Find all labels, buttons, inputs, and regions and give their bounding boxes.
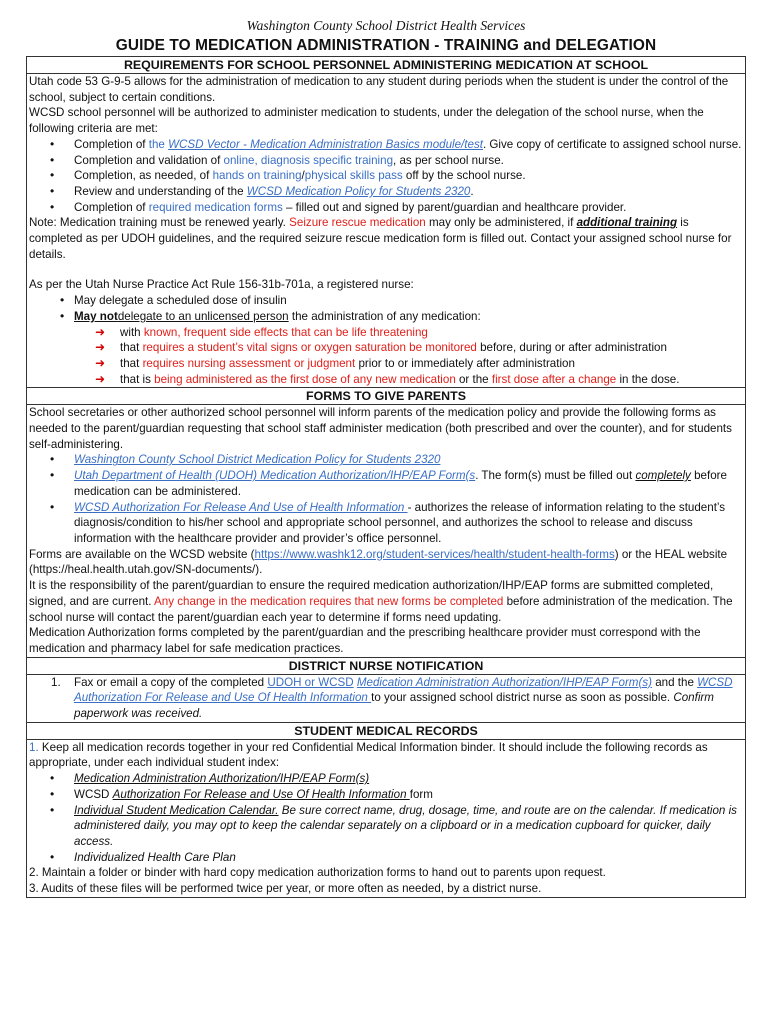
list-item: • Completion of required medication forms – filled out and signed by parent/guardian and healthcare provider. [29,200,743,216]
section-district [27,675,745,723]
list-item: • Individualized Health Care Plan [29,850,743,866]
records-item-1: 1. Keep all medication records together in your red Confidential Medical Information binder. It should include the following records as appropriate, under each individual student index: [29,740,708,770]
list-item: • Medication Administration Authorization/IHP/EAP Form(s) [29,771,743,787]
criteria-list [29,137,743,216]
list-item: • Completion, as needed, of hands on training/physical skills pass off by the school nurse. [29,168,743,184]
section-heading-district: DISTRICT NURSE NOTIFICATION [27,658,745,675]
section-heading-requirements: REQUIREMENTS FOR SCHOOL PERSONNEL ADMINISTERING MEDICATION AT SCHOOL [27,57,745,74]
utah-code-paragraph: Utah code 53 G-9-5 allows for the administration of medication to any student during periods when the student is under the control of the school, subject to certain conditions. [29,75,729,104]
arrow-right-icon: ➜ [95,324,106,339]
parent-responsibility: It is the responsibility of the parent/guardian to ensure the required medication authorization/IHP/EAP forms are submitted completed, signed, and are current. Any change in the medication requires that new forms be completed before administration of the medication. The school nurse will contact the parent/guardian each year to determine if forms need updating. [29,579,733,624]
arrow-right-icon: ➜ [95,340,106,355]
section-requirements [27,74,745,388]
list-item: • Completion of the WCSD Vector - Medication Administration Basics module/test. Give copy of certificate to assigned school nurse. [29,137,743,153]
list-item: • Review and understanding of the WCSD Medication Policy for Students 2320. [29,184,743,200]
document-title: GUIDE TO MEDICATION ADMINISTRATION - TRAINING and DELEGATION [115,37,657,54]
release-info-link[interactable]: WCSD Authorization For Release And Use of Health Information [74,500,408,514]
authorization-paragraph: WCSD school personnel will be authorized to administer medication to students, under the delegation of the school nurse, when the following criteria are met: [29,106,704,136]
section-forms [27,405,745,657]
vector-module-link[interactable]: WCSD Vector - Medication Administration Basics module/test [168,137,483,151]
section-heading-forms: FORMS TO GIVE PARENTS [27,388,745,405]
online-training-link[interactable]: online, diagnosis specific training [223,153,394,167]
udoh-form-link[interactable]: Utah Department of Health (UDOH) Medication Authorization/IHP/EAP Form(s [74,469,476,483]
list-item: • May notdelegate to an unlicensed person the administration of any medication: [29,309,743,325]
list-item: • Completion and validation of online, diagnosis specific training, as per school nurse. [29,153,743,169]
records-item-3: 3. Audits of these files will be performed twice per year, or more often as needed, by a district nurse. [29,882,542,896]
hands-on-training-link[interactable]: hands on training [212,169,302,183]
list-item: • Utah Department of Health (UDOH) Medication Authorization/IHP/EAP Form(s. The form(s) must be filled out completely before medication can be administered. [29,468,743,499]
content-box [26,56,746,898]
list-item: ➜ that requires a student’s vital signs or oxygen saturation be monitored before, during or after administration [95,340,667,355]
forms-intro: School secretaries or other authorized school personnel will inform parents of the medication policy and provide the following forms as needed to the parent/guardian requesting that school staff administer medication (both prescribed and over the counter), and for students self-administering. [29,406,732,451]
udoh-wcsd-link[interactable]: UDOH or WCSD [267,675,354,689]
forms-availability: Forms are available on the WCSD website (https://www.washk12.org/student-services/health/student-health-forms) or the HEAL website (https://heal.health.utah.gov/SN-documents/). [29,547,728,577]
authorization-form-link[interactable]: Medication Administration Authorization/IHP/EAP Form(s) [356,675,652,689]
forms-correspondence: Medication Authorization forms completed by the parent/guardian and the prescribing healthcare provider must correspond with the medication and pharmacy label for safe medication practices. [29,626,701,655]
list-item: • WCSD Authorization For Release And Use of Health Information - authorizes the release of information relating to the student’s diagnosis/condition to his/her school and appropriate school personnel, and authorizes the school to release and discuss information with the healthcare provider and provider’s office personnel. [29,500,743,547]
district-policy-link[interactable]: Washington County School District Medication Policy for Students 2320 [74,453,441,467]
records-item-2: 2. Maintain a folder or binder with hard copy medication authorization forms to hand out to parents upon request. [29,866,606,880]
release-form-link[interactable]: WCSD Authorization For Release and Use Of Health Information [74,675,733,705]
list-item [29,452,743,468]
arrow-right-icon: ➜ [95,355,106,370]
list-item: ➜ with known, frequent side effects that can be life threatening [95,324,428,339]
list-item: • WCSD Authorization For Release and Use Of Health Information form [29,787,743,803]
forms-list [29,452,743,546]
restriction-list [29,325,743,388]
training-note: Note: Medication training must be renewed yearly. Seizure rescue medication may only be administered, if additional training is completed as per UDOH guidelines, and the required seizure rescue medication form is filled out. Contact your assigned school nurse for details. [29,216,732,261]
medication-policy-link[interactable]: WCSD Medication Policy for Students 2320 [246,184,471,198]
nurse-practice-act: As per the Utah Nurse Practice Act Rule 156-31b-701a, a registered nurse: [29,278,414,292]
list-item: ➜ that is being administered as the first dose of any new medication or the first dose after a change in the dose. [95,371,680,386]
list-item: • May delegate a scheduled dose of insulin [29,293,743,309]
list-item: 1. Fax or email a copy of the completed UDOH or WCSD Medication Administration Authorization/IHP/EAP Form(s) and the WCSD Authorization For Release and Use Of Health Information to your assigned school district nurse as soon as possible. Confirm paperwork was received. [51,675,733,721]
arrow-right-icon: ➜ [95,371,106,386]
medication-forms-link[interactable]: required medication forms [148,200,283,214]
organization-header: Washington County School District Health Services [246,18,526,33]
list-item: ➜ that requires nursing assessment or judgment prior to or immediately after administration [95,355,575,370]
delegation-list [29,293,743,324]
section-records [27,740,745,897]
wcsd-forms-url-link[interactable]: https://www.washk12.org/student-services/health/student-health-forms [254,547,615,561]
list-item: • Individual Student Medication Calendar. Be sure correct name, drug, dosage, time, and route are on the calendar. If medication is administered daily, you may opt to keep the calendar separately on a clipboard or in a medication cupboard for quicker, daily access. [29,803,743,850]
section-heading-records: STUDENT MEDICAL RECORDS [27,723,745,740]
document-page [26,17,746,898]
skills-pass-link[interactable]: physical skills pass [304,169,403,183]
records-list [29,771,743,865]
